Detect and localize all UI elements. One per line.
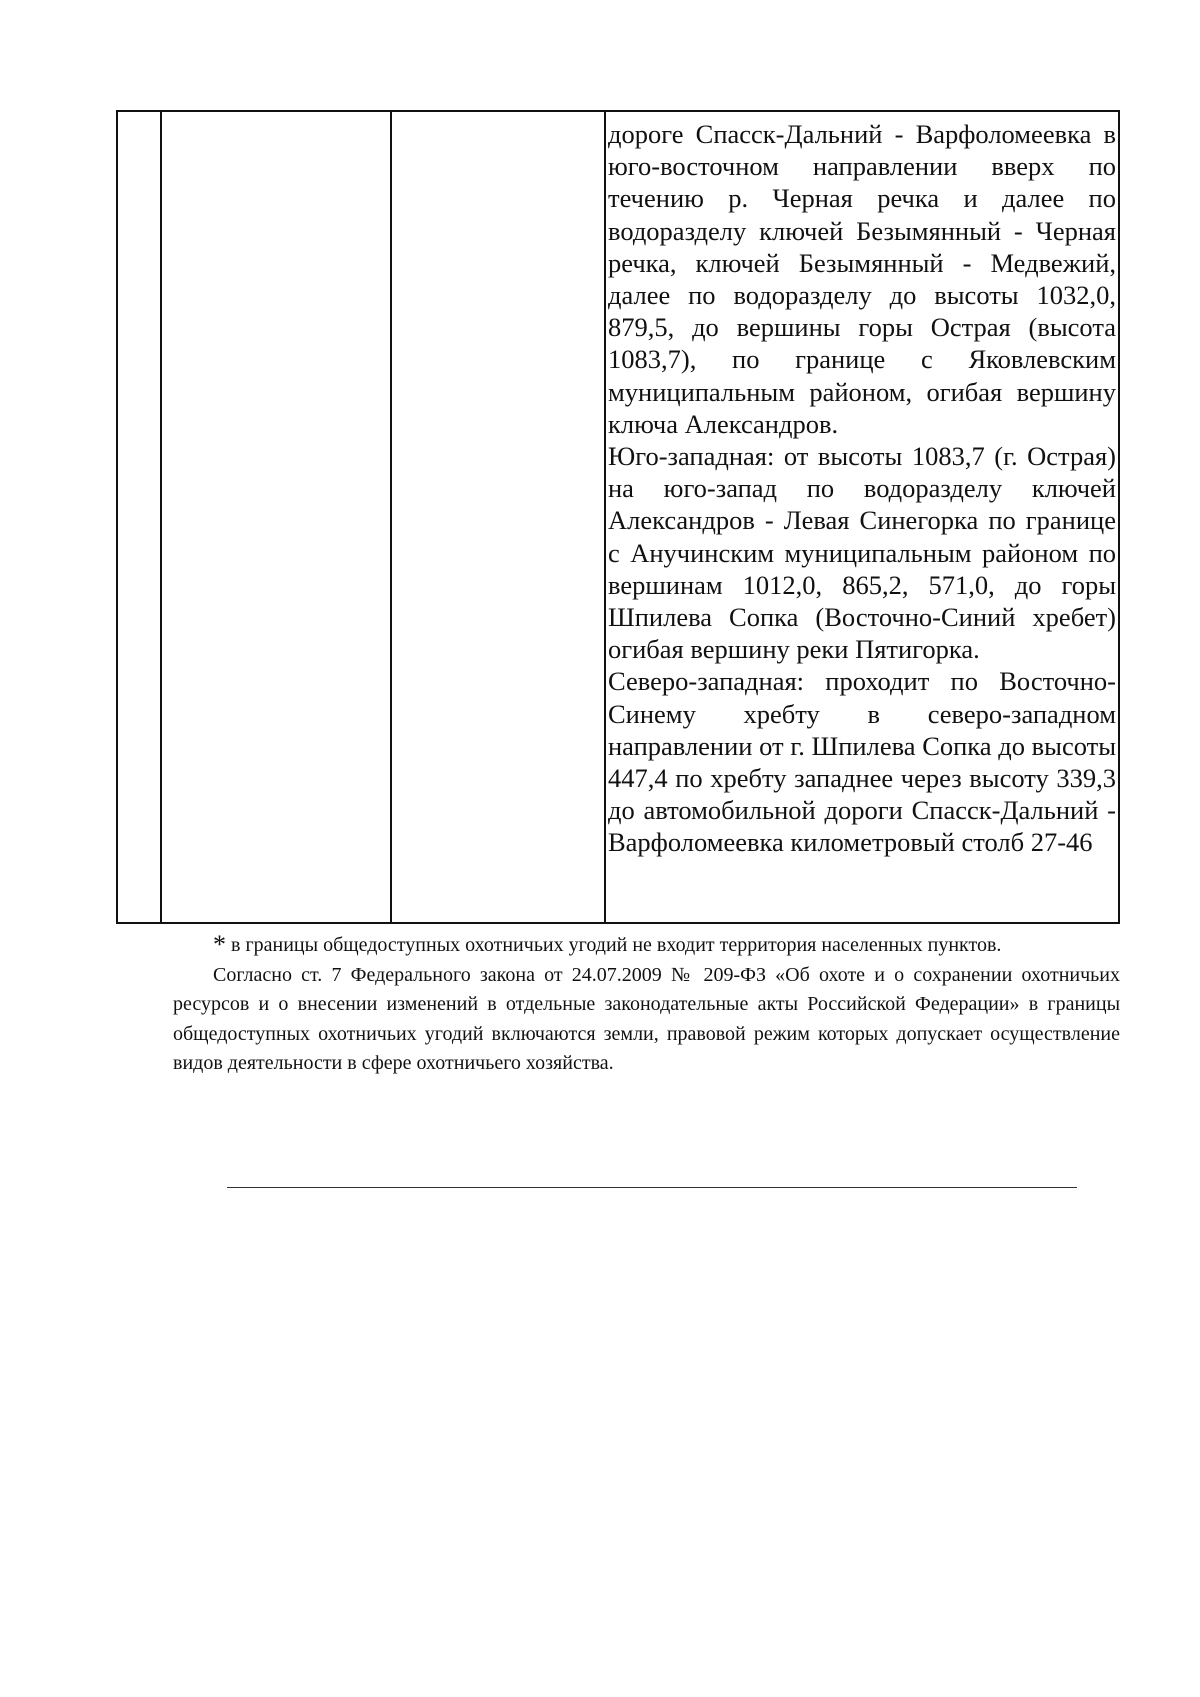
notes-section	[173, 930, 1120, 1079]
footnote-text: в границы общедоступных охотничьих угодий не входит территория населенных пунктов.	[226, 934, 1002, 956]
table-column-divider	[604, 112, 606, 922]
boundary-paragraph-southwest: Юго-западная: от высоты 1083,7 (г. Острая) на юго-запад по водоразделу ключей Александров - Левая Синегорка по границе с Анучинским муниципальным районом по вершинам 1012,0, 865,2, 571,0, до горы Шпилева Сопка (Восточно-Синий хребет) огибая вершину реки Пятигорка.	[608, 441, 1116, 665]
boundary-description-cell	[608, 118, 1116, 859]
boundary-paragraph-east: дороге Спасск-Дальний - Варфоломеевка в юго-восточном направлении вверх по течению р. Черная речка и далее по водоразделу ключей Безымянный - Черная речка, ключей Безымянный - Медвежий, далее по водоразделу до высоты 1032,0, 879,5, до вершины горы Острая (высота 1083,7), по границе с Яковлевским муниципальным районом, огибая вершину ключа Александров.	[608, 119, 1116, 439]
boundary-paragraph-northwest: Северо-западная: проходит по Восточно-Синему хребту в северо-западном направлении от г. Шпилева Сопка до высоты 447,4 по хребту западнее через высоту 339,3 до автомобильной дороги Спасск-Дальний - Варфоломеевка километровый столб 27-46	[608, 666, 1116, 858]
footnote-marker: *	[213, 930, 226, 959]
law-reference-paragraph: Согласно ст. 7 Федерального закона от 24.07.2009 № 209-ФЗ «Об охоте и о сохранении охотничьих ресурсов и о внесении изменений в отдельные законодательные акты Российской Федерации» в границы общедоступных охотничьих угодий включаются земли, правовой режим которых допускает осуществление видов деятельности в сфере охотничьего хозяйства.	[173, 963, 1120, 1074]
end-of-document-rule	[227, 1187, 1077, 1188]
footnote	[173, 930, 1120, 961]
boundary-description-table	[116, 110, 1120, 924]
table-column-divider	[390, 112, 392, 922]
table-column-divider	[160, 112, 162, 922]
